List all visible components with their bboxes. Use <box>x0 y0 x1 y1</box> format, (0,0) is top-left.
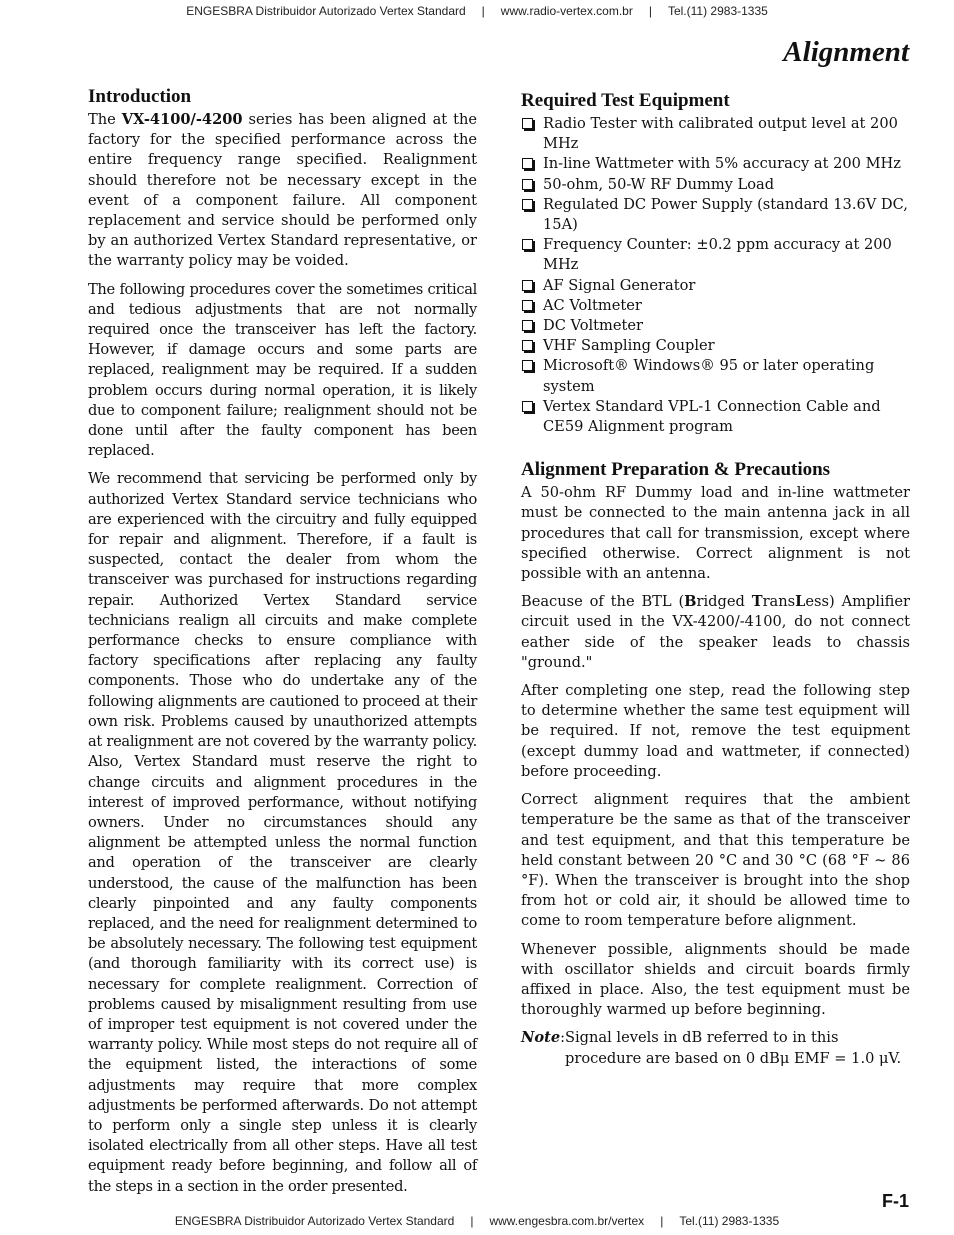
header-phone: Tel.(11) 2983-1335 <box>667 4 768 18</box>
header-url: www.radio-vertex.com.br <box>500 4 633 18</box>
model-name: VX-4100/-4200 <box>121 111 243 128</box>
list-item: Microsoft® Windows® 95 or later operating system <box>521 356 910 396</box>
footer-phone: Tel.(11) 2983-1335 <box>679 1214 780 1228</box>
equipment-heading: Required Test Equipment <box>521 90 730 111</box>
checkbox-bullet-icon <box>522 199 533 210</box>
checkbox-bullet-icon <box>522 360 533 371</box>
preparation-paragraph-4: Correct alignment requires that the ambient temperature be the same as that of the transceiver and test equipment, and that this temperature be held constant between 20 °C and 30 °C (68 °F ~ 86 °F). When the transceiver is brought into the shop from hot or cold air, it should be allowed time to come to room temperature before alignment. <box>521 791 910 930</box>
checkbox-bullet-icon <box>522 158 533 169</box>
right-column <box>521 90 910 1069</box>
checkbox-bullet-icon <box>522 401 533 412</box>
list-item: Regulated DC Power Supply (standard 13.6V DC, 15A) <box>521 195 910 235</box>
list-item: DC Voltmeter <box>521 316 910 336</box>
page-header <box>0 4 954 18</box>
page-title: Alignment <box>783 36 909 68</box>
checkbox-bullet-icon <box>522 280 533 291</box>
preparation-paragraph-3: After completing one step, read the following step to determine whether the same test equipment will be required. If not, remove the test equipment (except dummy load and wattmeter, if connected) before proceeding. <box>521 682 910 780</box>
preparation-paragraph-5: Whenever possible, alignments should be made with oscillator shields and circuit boards firmly affixed in place. Also, the test equipment must be thoroughly warmed up before beginning. <box>521 940 910 1019</box>
checkbox-bullet-icon <box>522 118 533 129</box>
footer-separator: | <box>470 1214 474 1228</box>
preparation-paragraph-1: A 50-ohm RF Dummy load and in-line wattmeter must be connected to the main antenna jack in all procedures that call for transmission, except where specified otherwise. Correct alignment is not possible with an antenna. <box>521 484 910 583</box>
introduction-paragraph-3: We recommend that servicing be performed only by authorized Vertex Standard service technicians who are experienced with the circuitry and fully equipped for repair and alignment. Therefore, if a fault is suspected, contact the dealer from whom the transceiver was purchased for instructions regarding repair. Authorized Vertex Standard service technicians realign all circuits and make complete performance checks to ensure compliance with factory specifications after replacing any faulty components. Those who do undertake any of the following alignments are cautioned to proceed at their own risk. Problems caused by unauthorized attempts at realignment are not covered by the warranty policy. Also, Vertex Standard must reserve the right to change circuits and alignment procedures in the interest of improved performance, without notifying owners. Under no circumstances should any alignment be attempted unless the normal function and operation of the transceiver are clearly understood, the cause of the malfunction has been clearly pinpointed and any faulty components replaced, and the need for realignment determined to be absolutely necessary. The following test equipment (and thorough familiarity with its correct use) is necessary for complete realignment. Correction of problems caused by misalignment resulting from use of improper test equipment is not covered under the warranty policy. While most steps do not require all of the equipment listed, the interactions of some adjustments may require that more complex adjustments be performed afterwards. Do not attempt to perform only a single step unless it is clearly isolated electrically from all other steps. Have all test equipment ready before beginning, and follow all of the steps in a section in the order presented. <box>88 470 477 1195</box>
checkbox-bullet-icon <box>522 300 533 311</box>
introduction-heading: Introduction <box>88 86 192 107</box>
list-item: AF Signal Generator <box>521 276 910 296</box>
page-footer <box>0 1214 954 1228</box>
list-item: AC Voltmeter <box>521 296 910 316</box>
equipment-list <box>521 114 910 437</box>
preparation-paragraph-2: Beacuse of the BTL (Bridged TransLess) Amplifier circuit used in the VX-4200/-4100, do not connect eather side of the speaker leads to chassis "ground." <box>521 593 910 671</box>
header-separator: | <box>481 4 485 18</box>
list-item: Radio Tester with calibrated output level at 200 MHz <box>521 114 910 154</box>
list-item: 50-ohm, 50-W RF Dummy Load <box>521 175 910 195</box>
introduction-paragraph-1: The VX-4100/-4200 series has been aligned at the factory for the specified performance across the entire frequency range specified. Realignment should therefore not be necessary except in the event of a component failure. All component replacement and service should be performed only by an authorized Vertex Standard representative, or the warranty policy may be voided. <box>88 111 477 270</box>
footer-company: ENGESBRA Distribuidor Autorizado Vertex Standard <box>174 1214 455 1228</box>
checkbox-bullet-icon <box>522 179 533 190</box>
header-company: ENGESBRA Distribuidor Autorizado Vertex Standard <box>186 4 466 18</box>
footer-separator: | <box>660 1214 664 1228</box>
page-number: F-1 <box>882 1191 909 1211</box>
introduction-paragraph-2: The following procedures cover the sometimes critical and tedious adjustments that are not normally required once the transceiver has left the factory. However, if damage occurs and some parts are replaced, realignment may be required. If a sudden problem occurs during normal operation, it is likely due to component failure; realignment should not be done until after the faulty component has been replaced. <box>88 280 477 460</box>
checkbox-bullet-icon <box>522 340 533 351</box>
checkbox-bullet-icon <box>522 320 533 331</box>
note-label: Note: <box>521 1029 566 1047</box>
list-item: VHF Sampling Coupler <box>521 336 910 356</box>
checkbox-bullet-icon <box>522 239 533 250</box>
footer-url: www.engesbra.com.br/vertex <box>489 1214 645 1228</box>
list-item: Frequency Counter: ±0.2 ppm accuracy at 200 MHz <box>521 235 910 275</box>
list-item: In-line Wattmeter with 5% accuracy at 200 MHz <box>521 154 910 174</box>
note-text: Signal levels in dB referred to in this procedure are based on 0 dBμ EMF = 1.0 μV. <box>565 1029 902 1067</box>
header-separator: | <box>648 4 652 18</box>
left-column <box>88 86 477 1205</box>
preparation-heading: Alignment Preparation & Precautions <box>521 459 831 481</box>
list-item: Vertex Standard VPL-1 Connection Cable and CE59 Alignment program <box>521 397 910 437</box>
note <box>521 1028 910 1068</box>
